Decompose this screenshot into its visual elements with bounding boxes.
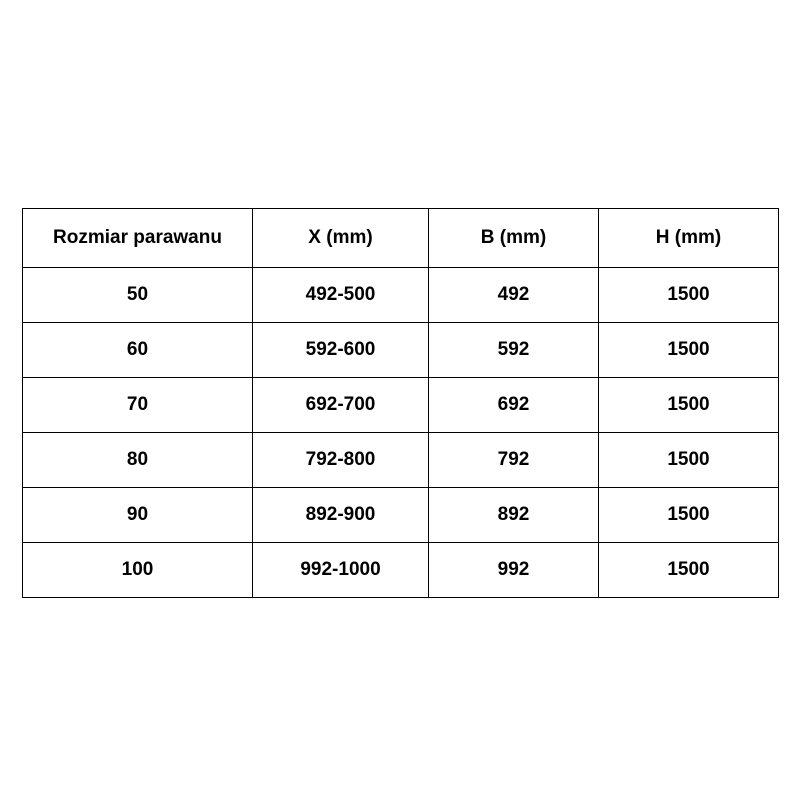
column-header-b: B (mm) — [429, 209, 599, 268]
cell-x: 892-900 — [253, 488, 429, 543]
cell-h: 1500 — [599, 378, 779, 433]
table-row — [23, 378, 779, 433]
cell-size: 80 — [23, 433, 253, 488]
cell-b: 792 — [429, 433, 599, 488]
cell-size: 50 — [23, 268, 253, 323]
cell-x: 792-800 — [253, 433, 429, 488]
cell-size: 90 — [23, 488, 253, 543]
table-header-row — [23, 209, 779, 268]
column-header-size: Rozmiar parawanu — [23, 209, 253, 268]
table-row — [23, 323, 779, 378]
table-header — [23, 209, 779, 268]
cell-b: 492 — [429, 268, 599, 323]
cell-h: 1500 — [599, 268, 779, 323]
cell-h: 1500 — [599, 433, 779, 488]
cell-h: 1500 — [599, 488, 779, 543]
cell-b: 592 — [429, 323, 599, 378]
cell-h: 1500 — [599, 323, 779, 378]
cell-x: 692-700 — [253, 378, 429, 433]
table-row — [23, 543, 779, 598]
column-header-h: H (mm) — [599, 209, 779, 268]
table-row — [23, 268, 779, 323]
cell-x: 592-600 — [253, 323, 429, 378]
specification-table — [22, 208, 779, 598]
cell-b: 892 — [429, 488, 599, 543]
cell-b: 992 — [429, 543, 599, 598]
specification-table-container — [22, 208, 778, 598]
cell-size: 70 — [23, 378, 253, 433]
table-row — [23, 488, 779, 543]
cell-b: 692 — [429, 378, 599, 433]
cell-size: 60 — [23, 323, 253, 378]
column-header-x: X (mm) — [253, 209, 429, 268]
table-row — [23, 433, 779, 488]
cell-x: 492-500 — [253, 268, 429, 323]
cell-x: 992-1000 — [253, 543, 429, 598]
table-body — [23, 268, 779, 598]
cell-size: 100 — [23, 543, 253, 598]
cell-h: 1500 — [599, 543, 779, 598]
